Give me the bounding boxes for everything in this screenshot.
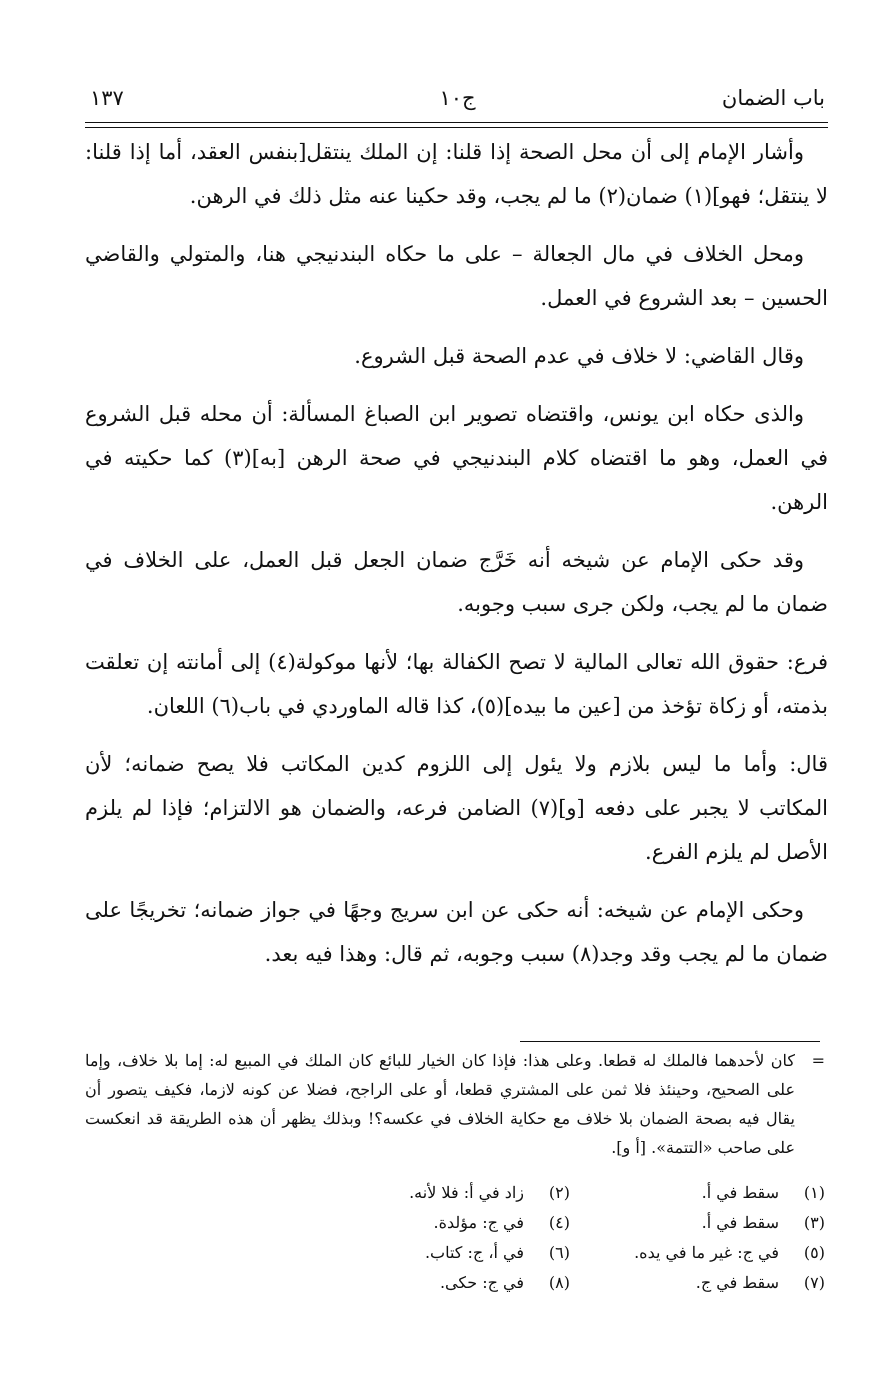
- footnote-number: (٦): [548, 1243, 570, 1262]
- footnote-continuation-text: كان لأحدهما فالملك له قطعا. وعلى هذا: فإذا كان الخيار للبائع كان الملك في المبيع له: إما بلا خلاف، وإما على الصحيح، وحينئذ فلا ثمن على المشتري قطعا، أو على الراجح، فضلا عن كونه لازما، فكيف يتصور أن يقال فيه بصحة الضمان بلا خلاف مع حكاية الخلاف في عكسه؟! وبذلك يظهر أن هذه الطريقة قد انعكست على صاحب «التتمة». [أ و].: [85, 1051, 796, 1157]
- main-text: [85, 130, 828, 990]
- footnote-row: [310, 1238, 825, 1268]
- footnote: [315, 1208, 570, 1238]
- footnote-separator: [520, 1041, 820, 1042]
- footnote-number: (٧): [803, 1273, 825, 1292]
- footnotes: [310, 1178, 825, 1298]
- footnote: [315, 1238, 570, 1268]
- footnote-number: (١): [803, 1183, 825, 1202]
- paragraph: ومحل الخلاف في مال الجعالة – على ما حكاه البندنيجي هنا، والمتولي والقاضي الحسين – بعد الشروع في العمل.: [85, 242, 828, 310]
- footnote: [315, 1178, 570, 1208]
- footnote-text: زاد في أ: فلا لأنه.: [409, 1183, 524, 1202]
- footnote: [570, 1208, 825, 1238]
- page-header: [90, 78, 825, 118]
- footnote: [570, 1238, 825, 1268]
- footnote-continuation: [85, 1046, 825, 1162]
- footnote-number: (٨): [548, 1273, 570, 1292]
- paragraph: وقد حكى الإمام عن شيخه أنه خَرَّج ضمان الجعل قبل العمل، على الخلاف في ضمان ما لم يجب، ولكن جرى سبب وجوبه.: [85, 548, 828, 616]
- footnote: [570, 1178, 825, 1208]
- footnote-number: (٥): [803, 1243, 825, 1262]
- footnote-number: (٣): [803, 1213, 825, 1232]
- footnote-number: (٤): [548, 1213, 570, 1232]
- page-number: ١٣٧: [90, 86, 124, 110]
- paragraph: قال: وأما ما ليس بلازم ولا يئول إلى اللزوم كدين المكاتب فلا يصح ضمانه؛ لأن المكاتب لا يجبر على دفعه [و](٧) الضامن فرعه، والضمان هو الالتزام؛ فإذا لم يلزم الأصل لم يلزم الفرع.: [85, 752, 828, 864]
- footnote-text: في أ، ج: كتاب.: [424, 1243, 524, 1262]
- footnote-row: [310, 1268, 825, 1298]
- footnote: [570, 1268, 825, 1298]
- footnote-text: سقط في أ.: [701, 1213, 779, 1232]
- paragraph: والذى حكاه ابن يونس، واقتضاه تصوير ابن الصباغ المسألة: أن محله قبل الشروع في العمل، وهو ما اقتضاه كلام البندنيجي في صحة الرهن [به](٣) كما حكيته في الرهن.: [85, 402, 828, 514]
- footnote-text: سقط في أ.: [701, 1183, 779, 1202]
- paragraph: وحكى الإمام عن شيخه: أنه حكى عن ابن سريج وجهًا في جواز ضمانه؛ تخريجًا على ضمان ما لم يجب وقد وجد(٨) سبب وجوبه، ثم قال: وهذا فيه بعد.: [85, 898, 828, 966]
- continuation-marker: =: [811, 1051, 825, 1070]
- paragraph: وأشار الإمام إلى أن محل الصحة إذا قلنا: إن الملك ينتقل[بنفس العقد، أما إذا قلنا: لا ينتقل؛ فهو](١) ضمان(٢) ما لم يجب، وقد حكينا عنه مثل ذلك في الرهن.: [85, 140, 828, 208]
- footnote-row: [310, 1208, 825, 1238]
- footnote-text: في ج: غير ما في يده.: [634, 1243, 779, 1262]
- footnote-text: سقط في ج.: [695, 1273, 779, 1292]
- paragraph: وقال القاضي: لا خلاف في عدم الصحة قبل الشروع.: [354, 344, 804, 368]
- volume-label: ج١٠: [439, 86, 476, 110]
- footnote-text: في ج: حكى.: [439, 1273, 524, 1292]
- footnote: [315, 1268, 570, 1298]
- footnote-row: [310, 1178, 825, 1208]
- chapter-title: باب الضمان: [721, 86, 825, 110]
- header-rule-thick: [85, 122, 828, 123]
- footnote-number: (٢): [548, 1183, 570, 1202]
- paragraph: فرع: حقوق الله تعالى المالية لا تصح الكفالة بها؛ لأنها موكولة(٤) إلى أمانته إن تعلقت بذمته، أو زكاة تؤخذ من [عين ما بيده](٥)، كذا قاله الماوردي في باب(٦) اللعان.: [85, 650, 829, 718]
- header-rule-thin: [85, 127, 828, 128]
- footnote-text: في ج: مؤلدة.: [433, 1213, 524, 1232]
